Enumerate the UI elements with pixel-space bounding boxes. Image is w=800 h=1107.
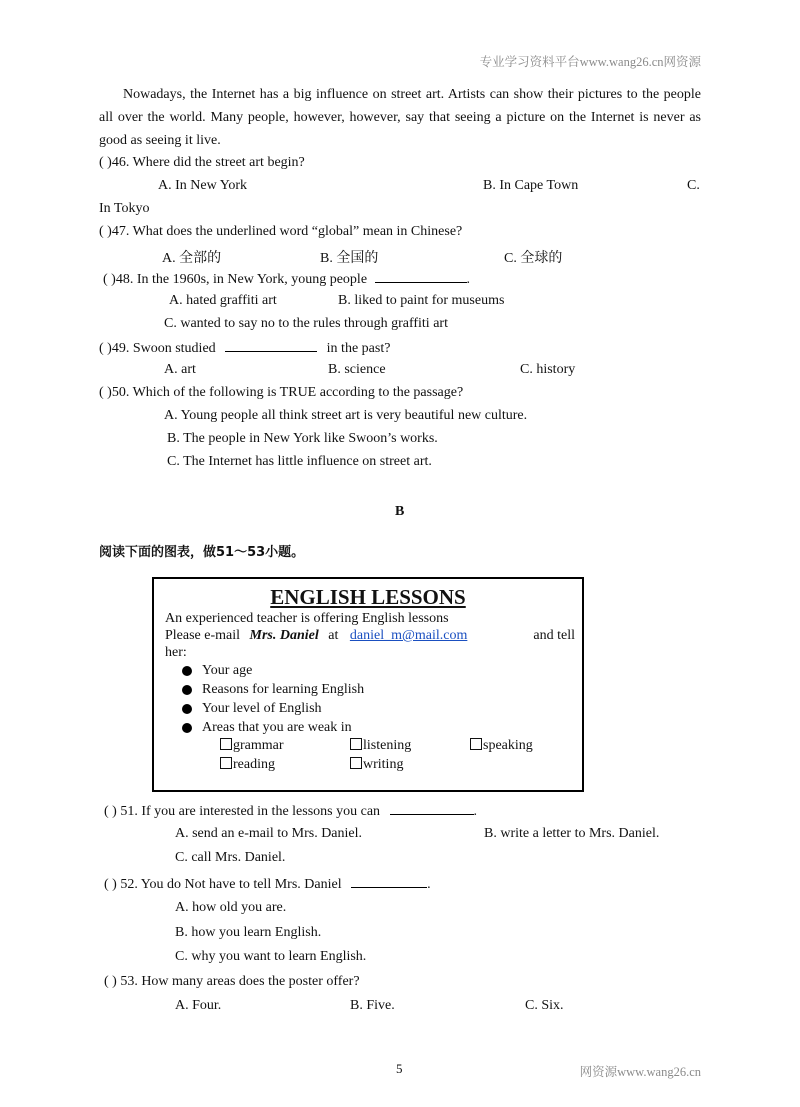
checkbox-icon [220, 738, 232, 750]
page-number: 5 [396, 1061, 403, 1076]
q48-option-c: C. wanted to say no to the rules through graffiti art [164, 316, 448, 331]
q46-option-c: C. [687, 178, 700, 193]
header-source: 专业学习资料平台www.wang26.cn网资源 [479, 55, 701, 69]
bullet-icon [182, 685, 192, 695]
section-b-instruction: 阅读下面的图表，做51～53小题。 [99, 545, 305, 560]
checkbox-listening[interactable] [350, 738, 411, 754]
checkbox-speaking[interactable] [470, 738, 533, 754]
poster-contact-line [165, 628, 575, 644]
checkbox-writing[interactable] [350, 757, 403, 773]
q52-stem: ( ) 52. You do Not have to tell Mrs. Daniel [104, 877, 342, 892]
q47-option-c: C. 全球的 [504, 251, 563, 266]
question-51 [104, 802, 477, 820]
checkbox-listening-label: listening [363, 738, 412, 753]
question-48 [103, 270, 470, 288]
checkbox-grammar-label: grammar [233, 738, 284, 753]
q49-option-a: A. art [164, 362, 196, 377]
checkbox-writing-label: writing [363, 757, 404, 772]
question-53: ( ) 53. How many areas does the poster offer? [104, 974, 360, 989]
q52-option-c: C. why you want to learn English. [175, 949, 367, 964]
q49-stem: ( )49. Swoon studied [99, 341, 216, 356]
q51-option-a: A. send an e-mail to Mrs. Daniel. [175, 826, 363, 841]
q51-option-b: B. write a letter to Mrs. Daniel. [484, 826, 660, 841]
q46-option-b: B. In Cape Town [483, 178, 579, 193]
q50-option-a: A. Young people all think street art is very beautiful new culture. [164, 408, 528, 423]
q48-option-a: A. hated graffiti art [169, 293, 277, 308]
q49-option-c: C. history [520, 362, 576, 377]
q48-stem: ( )48. In the 1960s, in New York, young people [103, 272, 368, 287]
poster-bullet-reasons: Reasons for learning English [202, 682, 365, 697]
bullet-icon [182, 723, 192, 733]
passage-text: Nowadays, the Internet has a big influence on street art. Artists can show their pictures to the people all over the world. Many people, however, however, say that seeing a picture on the Internet is never as good as seeing it live. [99, 87, 701, 148]
poster-bullet-areas: Areas that you are weak in [202, 720, 352, 735]
q49-blank[interactable] [225, 339, 317, 352]
checkbox-icon [470, 738, 482, 750]
bullet-icon [182, 704, 192, 714]
passage-paragraph [99, 83, 701, 152]
q52-after: . [427, 877, 431, 892]
question-47: ( )47. What does the underlined word “global” mean in Chinese? [99, 224, 463, 239]
bullet-icon [182, 666, 192, 676]
poster-her: her: [165, 645, 187, 660]
q51-stem: ( ) 51. If you are interested in the lessons you can [104, 804, 381, 819]
poster-email-link[interactable]: daniel_m@mail.com [349, 628, 468, 643]
checkbox-reading-label: reading [233, 757, 275, 772]
q48-blank[interactable] [375, 270, 467, 283]
q52-option-a: A. how old you are. [175, 900, 287, 915]
section-b-label: B [395, 504, 405, 519]
q50-option-c: C. The Internet has little influence on street art. [167, 454, 432, 469]
q47-option-a: A. 全部的 [162, 251, 222, 266]
question-49 [99, 339, 390, 357]
poster-at: at [328, 628, 339, 643]
q49-option-b: B. science [328, 362, 386, 377]
q46-option-c-text: In Tokyo [99, 201, 150, 216]
q51-option-c: C. call Mrs. Daniel. [175, 850, 286, 865]
checkbox-icon [220, 757, 232, 769]
q46-option-a: A. In New York [158, 178, 248, 193]
poster-please: Please e-mail [165, 628, 241, 643]
q52-blank[interactable] [351, 875, 427, 888]
q50-option-b: B. The people in New York like Swoon’s works. [167, 431, 438, 446]
question-50: ( )50. Which of the following is TRUE according to the passage? [99, 385, 464, 400]
poster-bullet-age: Your age [202, 663, 253, 678]
poster-teacher-name: Mrs. Daniel [249, 628, 319, 643]
q47-option-b: B. 全国的 [320, 251, 379, 266]
question-52 [104, 875, 431, 893]
poster-title: ENGLISH LESSONS [270, 585, 466, 609]
poster-bullet-level: Your level of English [202, 701, 322, 716]
checkbox-speaking-label: speaking [483, 738, 533, 753]
q52-option-b: B. how you learn English. [175, 925, 322, 940]
english-lessons-poster [152, 577, 584, 792]
footer-source: 网资源www.wang26.cn [579, 1065, 701, 1079]
checkbox-icon [350, 738, 362, 750]
checkbox-reading[interactable] [220, 757, 275, 773]
checkbox-grammar[interactable] [220, 738, 284, 754]
q53-option-a: A. Four. [175, 998, 222, 1013]
question-46: ( )46. Where did the street art begin? [99, 155, 305, 170]
q53-option-c: C. Six. [525, 998, 564, 1013]
q53-option-b: B. Five. [350, 998, 395, 1013]
poster-intro: An experienced teacher is offering English lessons [165, 611, 449, 626]
checkbox-icon [350, 757, 362, 769]
q48-option-b: B. liked to paint for museums [338, 293, 505, 308]
q49-after: in the past? [326, 341, 391, 356]
q48-after: . [466, 272, 471, 287]
q51-after: . [473, 804, 478, 819]
poster-and-tell: and tell [533, 628, 575, 643]
q51-blank[interactable] [390, 802, 474, 815]
